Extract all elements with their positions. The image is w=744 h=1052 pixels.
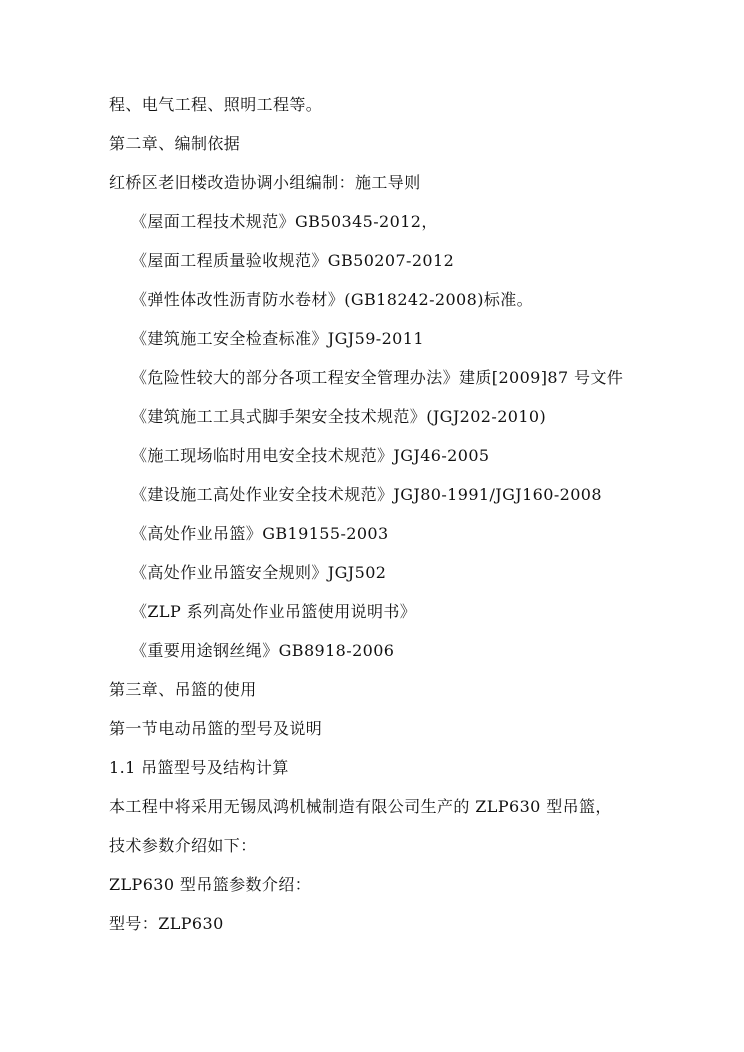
text-line-continuation: 程、电气工程、照明工程等。 (109, 95, 323, 114)
standard-item: 《高处作业吊篮》GB19155-2003 (131, 524, 389, 543)
standard-item: 《建筑施工工具式脚手架安全技术规范》(JGJ202-2010) (131, 407, 547, 426)
subsection-heading: 1.1 吊篮型号及结构计算 (109, 758, 289, 777)
standard-item: 《弹性体改性沥青防水卷材》(GB18242-2008)标准。 (131, 290, 534, 309)
paragraph-line: 本工程中将采用无锡凤鸿机械制造有限公司生产的 ZLP630 型吊篮， (109, 797, 612, 816)
section-heading: 第一节电动吊篮的型号及说明 (109, 719, 323, 738)
standard-item: 《重要用途钢丝绳》GB8918-2006 (131, 641, 395, 660)
standard-item: 《建设施工高处作业安全技术规范》JGJ80-1991/JGJ160-2008 (131, 485, 602, 504)
paragraph-line: 技术参数介绍如下： (109, 836, 257, 855)
standard-item: 《危险性较大的部分各项工程安全管理办法》建质[2009]87 号文件 (131, 368, 624, 387)
standard-item: 《建筑施工安全检查标准》JGJ59-2011 (131, 329, 424, 348)
parameter-heading: ZLP630 型吊篮参数介绍： (109, 875, 312, 894)
standard-item: 《屋面工程质量验收规范》GB50207-2012 (131, 251, 455, 270)
standard-item: 《施工现场临时用电安全技术规范》JGJ46-2005 (131, 446, 490, 465)
text-line-guideline: 红桥区老旧楼改造协调小组编制：施工导则 (109, 173, 421, 192)
standard-item: 《屋面工程技术规范》GB50345-2012， (131, 212, 438, 231)
chapter-heading-2: 第二章、编制依据 (109, 134, 241, 153)
model-line: 型号：ZLP630 (109, 914, 224, 933)
chapter-heading-3: 第三章、吊篮的使用 (109, 680, 257, 699)
standard-item: 《ZLP 系列高处作业吊篮使用说明书》 (131, 602, 417, 621)
standard-item: 《高处作业吊篮安全规则》JGJ502 (131, 563, 387, 582)
